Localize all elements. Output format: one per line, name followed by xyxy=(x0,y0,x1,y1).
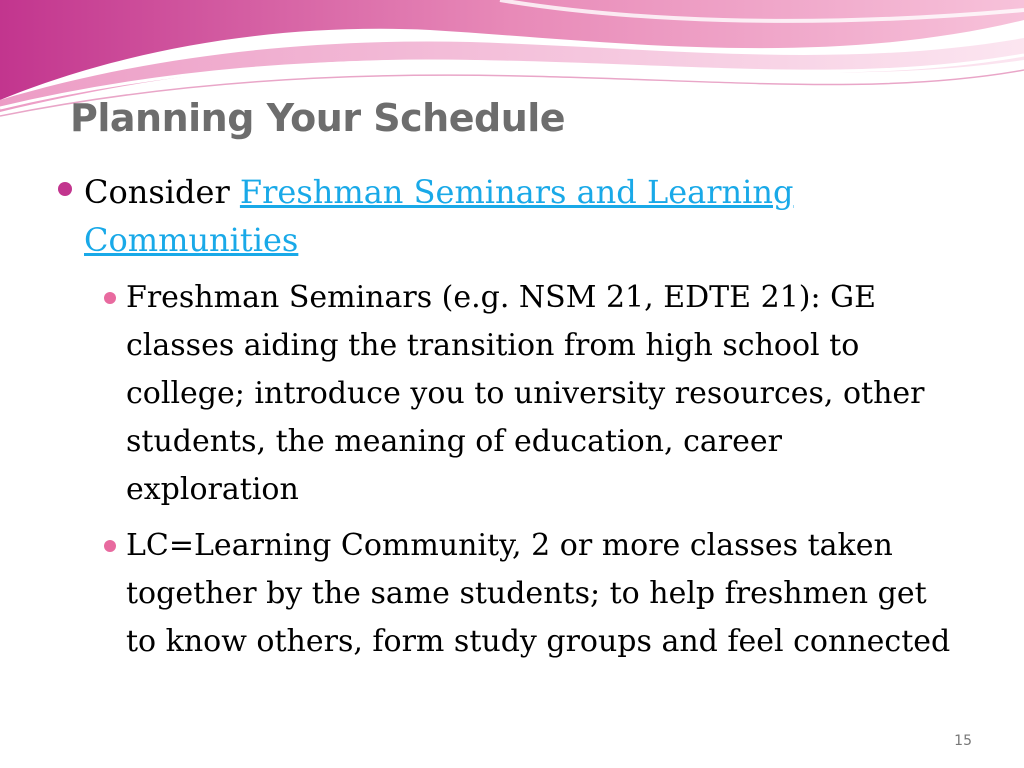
sub-bullet-freshman-seminars: Freshman Seminars (e.g. NSM 21, EDTE 21): GE classes aiding the transition from high school to college; introduce you to university resources, other students, the meaning of education, career exploration xyxy=(126,280,925,507)
bullet-consider xyxy=(84,168,984,264)
bullet-prefix: Consider xyxy=(84,173,240,211)
sub-bullet-learning-community: LC=Learning Community, 2 or more classes taken together by the same students; to help freshmen get to know others, form study groups and feel connected xyxy=(126,528,951,659)
bullet-dot-icon xyxy=(58,182,72,196)
sub-bullet-dot-icon xyxy=(104,292,116,304)
sub-bullet-dot-icon xyxy=(104,540,116,552)
slide-number: 15 xyxy=(954,733,972,749)
seminars-communities-link[interactable]: Freshman Seminars and Learning Communities xyxy=(84,173,794,259)
slide-title: Planning Your Schedule xyxy=(70,96,566,140)
